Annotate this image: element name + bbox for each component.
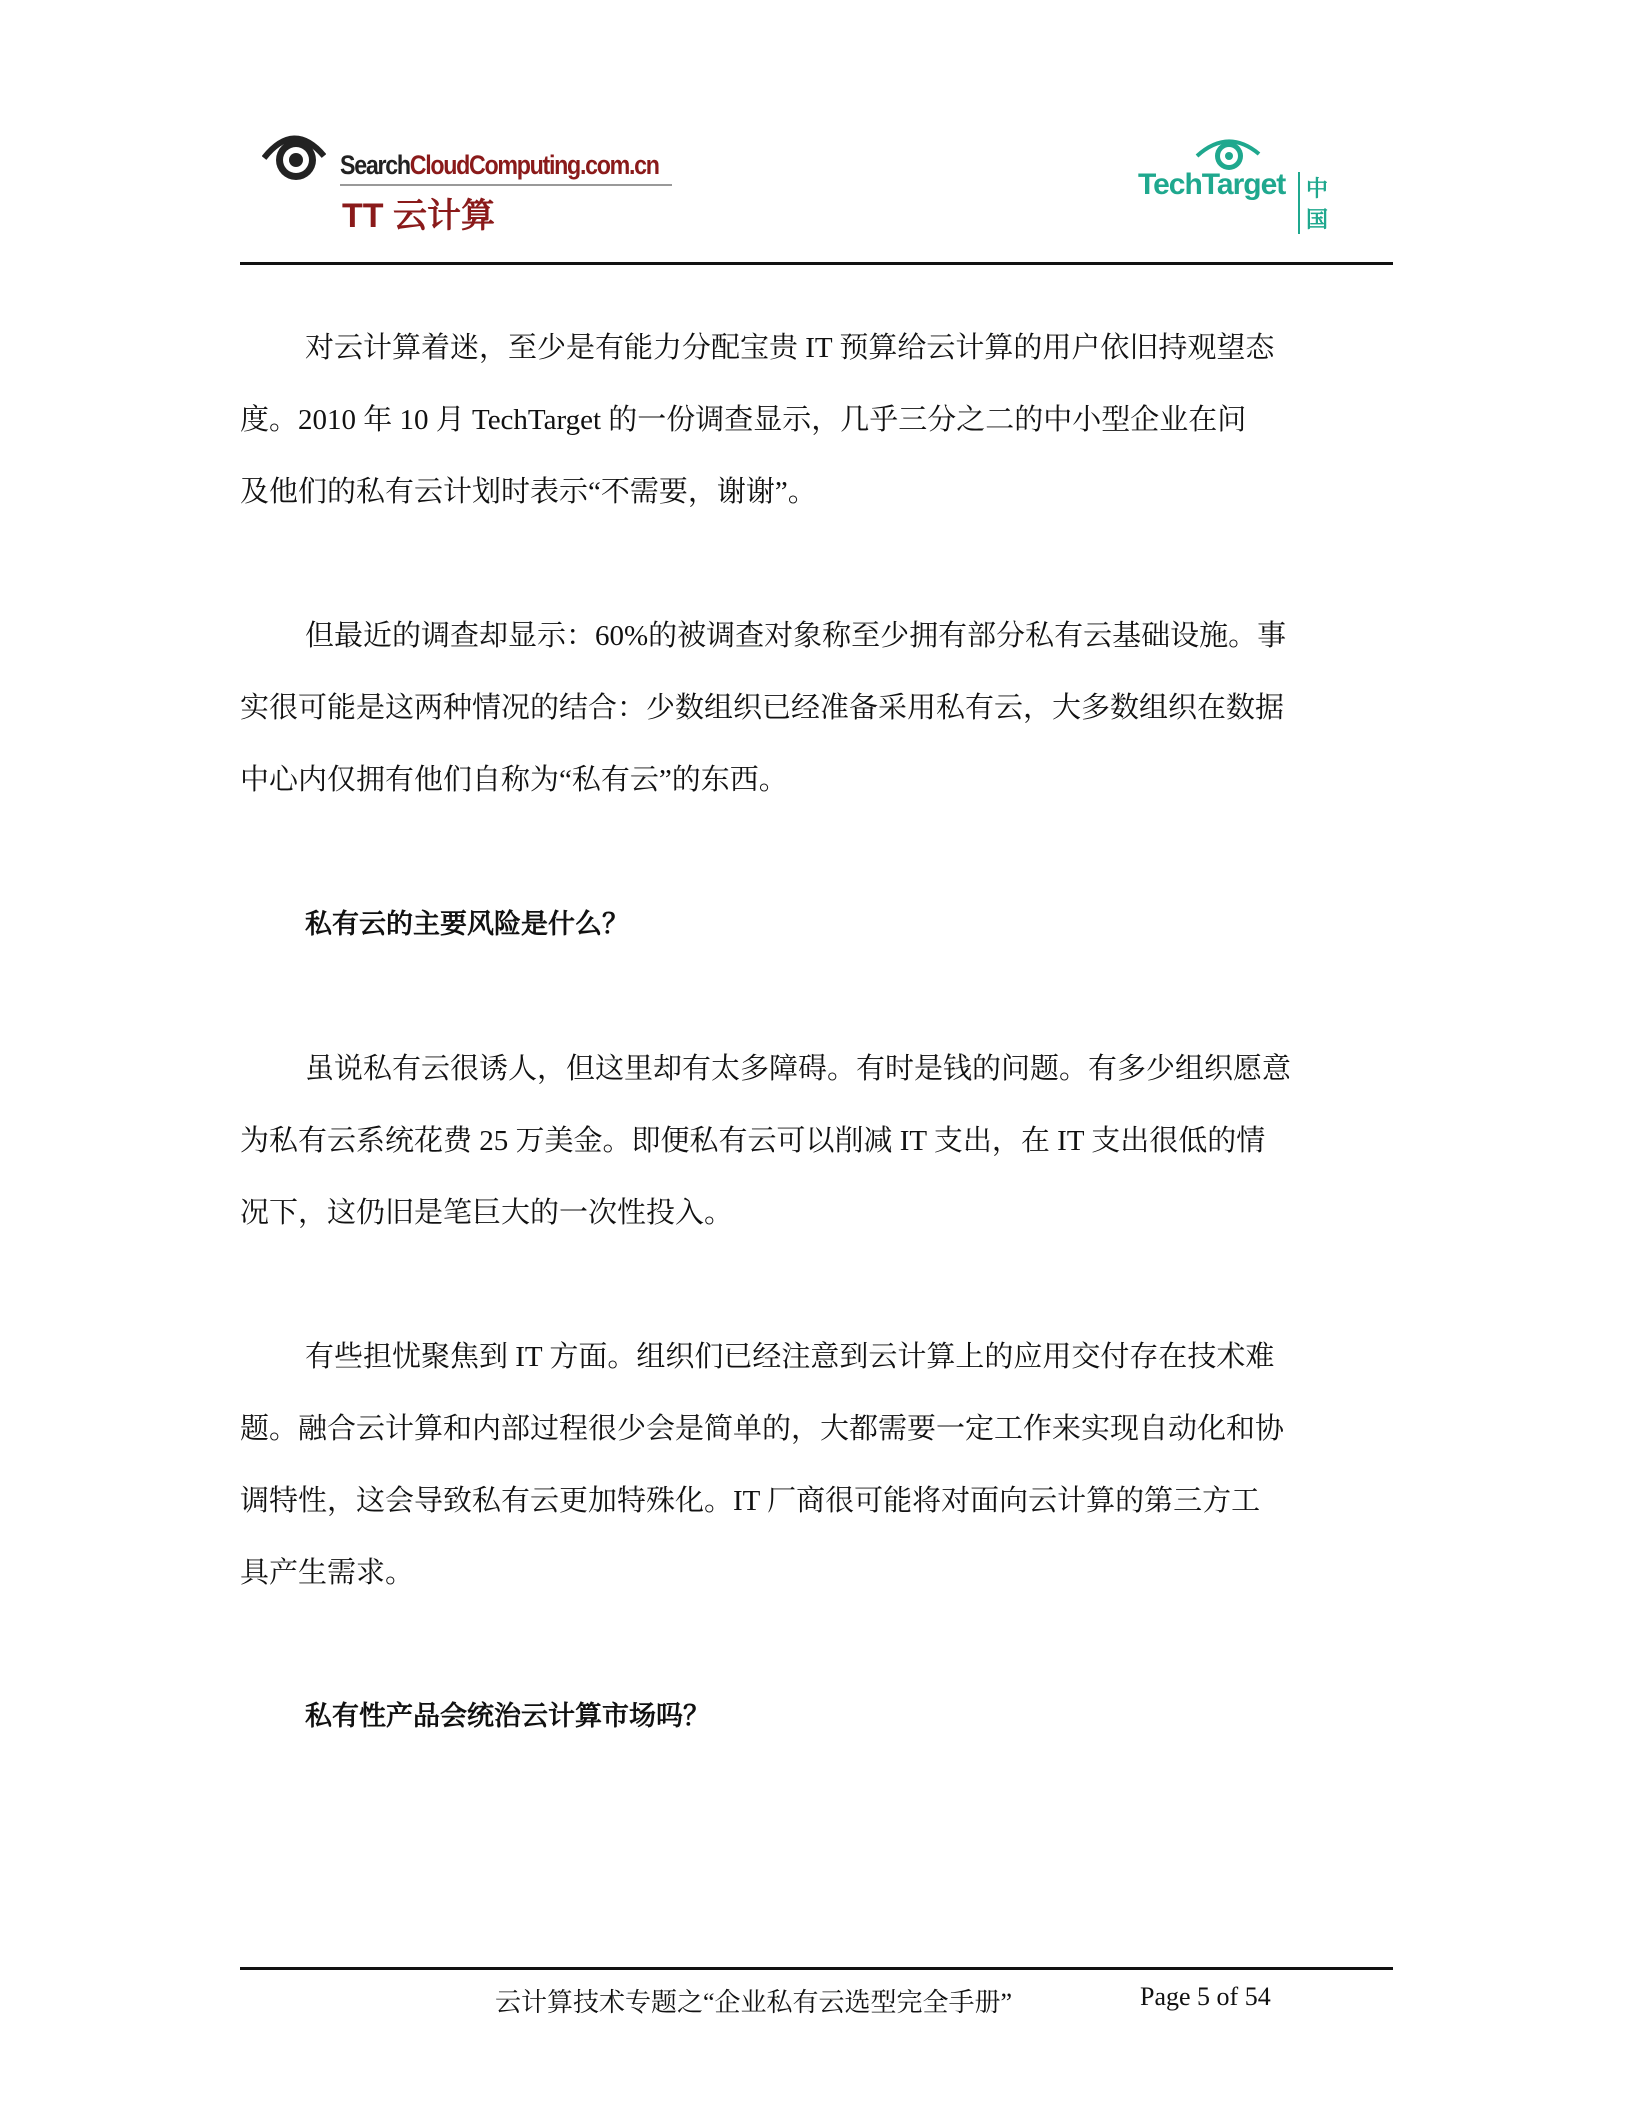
site-logo-sub: TT 云计算 <box>342 197 495 235</box>
site-logo-text: SearchCloudComputing.com.cn <box>340 150 659 180</box>
text-line: 中心内仅拥有他们自称为“私有云”的东西。 <box>240 764 788 796</box>
eye-logo-icon <box>262 128 326 184</box>
site-logo <box>262 128 682 238</box>
text-line: 对云计算着迷，至少是有能力分配宝贵 IT 预算给云计算的用户依旧持观望态 <box>305 332 1275 364</box>
section-heading: 私有云的主要风险是什么？ <box>305 909 629 940</box>
text-line: 度。2010 年 10 月 TechTarget 的一份调查显示，几乎三分之二的中小型企业在问 <box>240 404 1247 436</box>
techtarget-region: 中国 <box>1298 172 1348 234</box>
section-heading: 私有性产品会统治云计算市场吗？ <box>305 1701 710 1732</box>
text-line: 但最近的调查却显示：60%的被调查对象称至少拥有部分私有云基础设施。事 <box>305 620 1287 652</box>
text-line: 况下，这仍旧是笔巨大的一次性投入。 <box>240 1197 734 1229</box>
text-line: 有些担忧聚焦到 IT 方面。组织们已经注意到云计算上的应用交付存在技术难 <box>305 1341 1275 1373</box>
text-line: 虽说私有云很诱人，但这里却有太多障碍。有时是钱的问题。有多少组织愿意 <box>305 1053 1292 1085</box>
text-line: 调特性，这会导致私有云更加特殊化。IT 厂商很可能将对面向云计算的第三方工 <box>240 1485 1261 1517</box>
text-line: 题。融合云计算和内部过程很少会是简单的，大都需要一定工作来实现自动化和协 <box>240 1413 1285 1445</box>
text-line: 及他们的私有云计划时表示“不需要，谢谢”。 <box>240 476 817 508</box>
text-line: 实很可能是这两种情况的结合：少数组织已经准备采用私有云，大多数组织在数据 <box>240 692 1285 724</box>
header-divider <box>240 262 1393 265</box>
logo-underline <box>340 184 672 186</box>
footer-title: 云计算技术专题之“企业私有云选型完全手册” <box>495 1988 1013 2017</box>
techtarget-logo <box>1138 134 1348 232</box>
techtarget-name: TechTarget <box>1138 168 1286 201</box>
text-line: 具产生需求。 <box>240 1557 415 1589</box>
footer-divider <box>240 1967 1393 1970</box>
text-line: 为私有云系统花费 25 万美金。即便私有云可以削减 IT 支出，在 IT 支出很低的情 <box>240 1125 1266 1157</box>
page-number: Page 5 of 54 <box>1140 1982 1271 2011</box>
